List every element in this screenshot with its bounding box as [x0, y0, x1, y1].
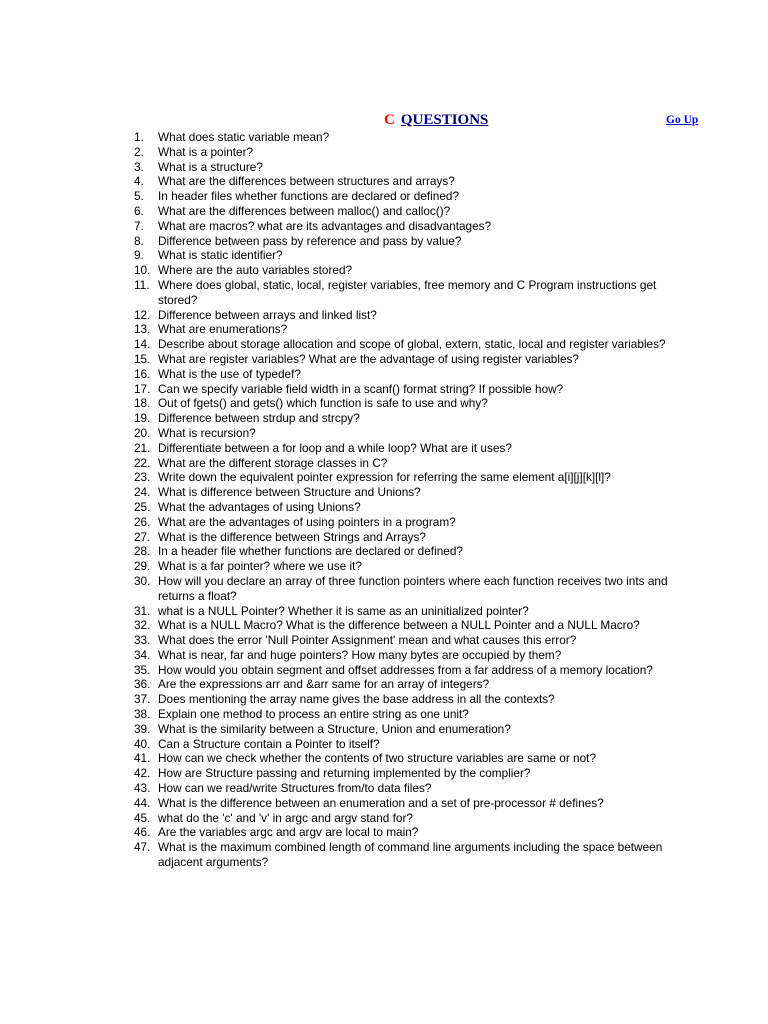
question-number: 12.: [134, 307, 151, 322]
question-number: 29.: [134, 559, 151, 574]
question-number: 2.: [134, 144, 144, 159]
question-text: In a header file whether functions are declared or defined?: [158, 544, 463, 559]
question-number: 6.: [134, 203, 144, 218]
question-item: [134, 382, 694, 397]
question-item: [134, 544, 694, 559]
question-item: [134, 219, 694, 234]
question-item: [134, 130, 694, 145]
question-number: 41.: [134, 751, 151, 766]
question-text: What are register variables? What are the advantage of using register variables?: [158, 351, 579, 366]
question-item: [134, 278, 694, 308]
title-word: QUESTIONS: [400, 112, 489, 128]
question-number: 1.: [134, 130, 144, 144]
question-item: [134, 396, 694, 411]
question-item: [134, 189, 694, 204]
question-item: [134, 515, 694, 530]
question-number: 7.: [134, 218, 144, 233]
question-text: What are the differences between structures and arrays?: [158, 174, 455, 189]
question-item: [134, 707, 694, 722]
question-number: 28.: [134, 544, 151, 559]
question-text: What are the differences between malloc() and calloc()?: [158, 203, 451, 218]
question-number: 31.: [134, 603, 151, 618]
question-text: What are enumerations?: [158, 322, 288, 337]
question-text: What the advantages of using Unions?: [158, 499, 361, 514]
question-number: 5.: [134, 189, 144, 204]
question-text: Are the variables argc and argv are local to main?: [158, 825, 419, 840]
question-number: 11.: [134, 277, 150, 292]
question-item: [134, 663, 694, 678]
question-number: 39.: [134, 721, 151, 736]
question-item: [134, 426, 694, 441]
question-item: [134, 766, 694, 781]
question-item: [134, 781, 694, 796]
question-item: [134, 485, 694, 500]
question-number: 14.: [134, 337, 151, 352]
question-number: 38.: [134, 707, 151, 722]
question-number: 23.: [134, 470, 151, 485]
page-title: [384, 112, 488, 129]
question-item: [134, 751, 694, 766]
question-text: What are the advantages of using pointers in a program?: [158, 514, 456, 529]
question-number: 9.: [134, 248, 144, 263]
question-number: 45.: [134, 810, 151, 825]
question-text: What is the maximum combined length of command line arguments including the space between adjacent arguments?: [158, 840, 663, 870]
question-text: Write down the equivalent pointer expression for referring the same element a[i][j][k][l]?: [158, 470, 611, 485]
question-item: [134, 530, 694, 545]
question-text: What is the difference between Strings and Arrays?: [158, 529, 426, 544]
question-number: 47.: [134, 840, 151, 855]
question-text: What are macros? what are its advantages and disadvantages?: [158, 218, 492, 233]
question-number: 10.: [134, 263, 151, 278]
question-text: How are Structure passing and returning implemented by the complier?: [158, 766, 531, 781]
question-item: [134, 677, 694, 692]
question-item: [134, 574, 694, 604]
question-list: [134, 130, 694, 870]
question-number: 20.: [134, 425, 151, 440]
question-item: [134, 308, 694, 323]
question-text: Does mentioning the array name gives the base address in all the contexts?: [158, 692, 555, 707]
question-text: What is difference between Structure and Unions?: [158, 485, 421, 500]
question-number: 15.: [134, 351, 151, 366]
question-text: How can we read/write Structures from/to data files?: [158, 781, 432, 796]
question-item: [134, 441, 694, 456]
question-number: 18.: [134, 396, 151, 411]
go-up-link[interactable]: Go Up: [666, 114, 699, 126]
question-number: 17.: [134, 381, 151, 396]
question-text: Where does global, static, local, register variables, free memory and C Program instructions get stored?: [158, 277, 657, 307]
question-text: What is the similarity between a Structure, Union and enumeration?: [158, 721, 511, 736]
question-text: What is the difference between an enumeration and a set of pre-processor # defines?: [158, 795, 604, 810]
question-number: 44.: [134, 795, 151, 810]
question-item: [134, 737, 694, 752]
question-text: Difference between strdup and strcpy?: [158, 411, 360, 426]
question-item: [134, 160, 694, 175]
question-text: How will you declare an array of three function pointers where each function receives two ints and returns a float?: [158, 573, 668, 603]
question-item: [134, 604, 694, 619]
question-item: [134, 411, 694, 426]
question-number: 26.: [134, 514, 151, 529]
question-text: What is near, far and huge pointers? How many bytes are occupied by them?: [158, 647, 562, 662]
question-number: 42.: [134, 766, 151, 781]
question-number: 46.: [134, 825, 151, 840]
question-item: [134, 825, 694, 840]
title-letter: C: [384, 112, 395, 128]
question-item: [134, 248, 694, 263]
question-number: 37.: [134, 692, 151, 707]
question-text: what is a NULL Pointer? Whether it is same as an uninitialized pointer?: [158, 603, 529, 618]
question-number: 27.: [134, 529, 151, 544]
question-item: [134, 500, 694, 515]
question-text: What is recursion?: [158, 425, 256, 440]
question-text: What is static identifier?: [158, 248, 283, 263]
question-number: 4.: [134, 174, 144, 189]
question-text: Differentiate between a for loop and a while loop? What are it uses?: [158, 440, 512, 455]
question-text: Out of fgets() and gets() which function is safe to use and why?: [158, 396, 488, 411]
question-number: 43.: [134, 781, 151, 796]
question-text: What is a far pointer? where we use it?: [158, 559, 362, 574]
question-number: 35.: [134, 662, 151, 677]
question-item: [134, 618, 694, 633]
question-number: 21.: [134, 440, 151, 455]
question-item: [134, 174, 694, 189]
question-number: 19.: [134, 411, 151, 426]
question-item: [134, 263, 694, 278]
question-number: 36.: [134, 677, 151, 692]
question-text: Can a Structure contain a Pointer to itself?: [158, 736, 380, 751]
question-item: [134, 633, 694, 648]
question-text: Describe about storage allocation and scope of global, extern, static, local and register variables?: [158, 337, 666, 352]
question-text: What does the error 'Null Pointer Assignment' mean and what causes this error?: [158, 633, 577, 648]
question-text: Difference between arrays and linked list?: [158, 307, 377, 322]
question-text: What are the different storage classes in C?: [158, 455, 388, 470]
question-text: Are the expressions arr and &arr same for an array of integers?: [158, 677, 490, 692]
question-text: what do the 'c' and 'v' in argc and argv stand for?: [158, 810, 413, 825]
question-text: Difference between pass by reference and pass by value?: [158, 233, 462, 248]
question-item: [134, 840, 694, 870]
question-item: [134, 367, 694, 382]
question-text: How would you obtain segment and offset addresses from a far address of a memory location?: [158, 662, 653, 677]
question-number: 40.: [134, 736, 151, 751]
question-text: What is a structure?: [158, 159, 263, 174]
question-number: 3.: [134, 159, 144, 174]
question-item: [134, 456, 694, 471]
question-item: [134, 811, 694, 826]
question-number: 34.: [134, 647, 151, 662]
question-number: 22.: [134, 455, 151, 470]
question-text: In header files whether functions are declared or defined?: [158, 189, 460, 204]
question-text: How can we check whether the contents of two structure variables are same or not?: [158, 751, 597, 766]
question-number: 25.: [134, 499, 151, 514]
question-item: [134, 559, 694, 574]
question-number: 13.: [134, 322, 151, 337]
question-number: 8.: [134, 233, 144, 248]
question-number: 30.: [134, 573, 151, 588]
question-text: What does static variable mean?: [158, 130, 330, 144]
question-item: [134, 204, 694, 219]
question-text: Explain one method to process an entire string as one unit?: [158, 707, 469, 722]
question-item: [134, 470, 694, 485]
question-item: [134, 337, 694, 352]
question-item: [134, 796, 694, 811]
question-number: 24.: [134, 485, 151, 500]
question-number: 32.: [134, 618, 151, 633]
question-text: What is a NULL Macro? What is the difference between a NULL Pointer and a NULL Macro?: [158, 618, 640, 633]
question-item: [134, 692, 694, 707]
question-item: [134, 352, 694, 367]
question-number: 33.: [134, 633, 151, 648]
question-item: [134, 234, 694, 249]
question-text: Can we specify variable field width in a scanf() format string? If possible how?: [158, 381, 564, 396]
question-number: 16.: [134, 366, 151, 381]
question-text: What is a pointer?: [158, 144, 254, 159]
question-item: [134, 145, 694, 160]
question-text: What is the use of typedef?: [158, 366, 301, 381]
question-item: [134, 722, 694, 737]
question-text: Where are the auto variables stored?: [158, 263, 353, 278]
question-item: [134, 648, 694, 663]
question-item: [134, 322, 694, 337]
